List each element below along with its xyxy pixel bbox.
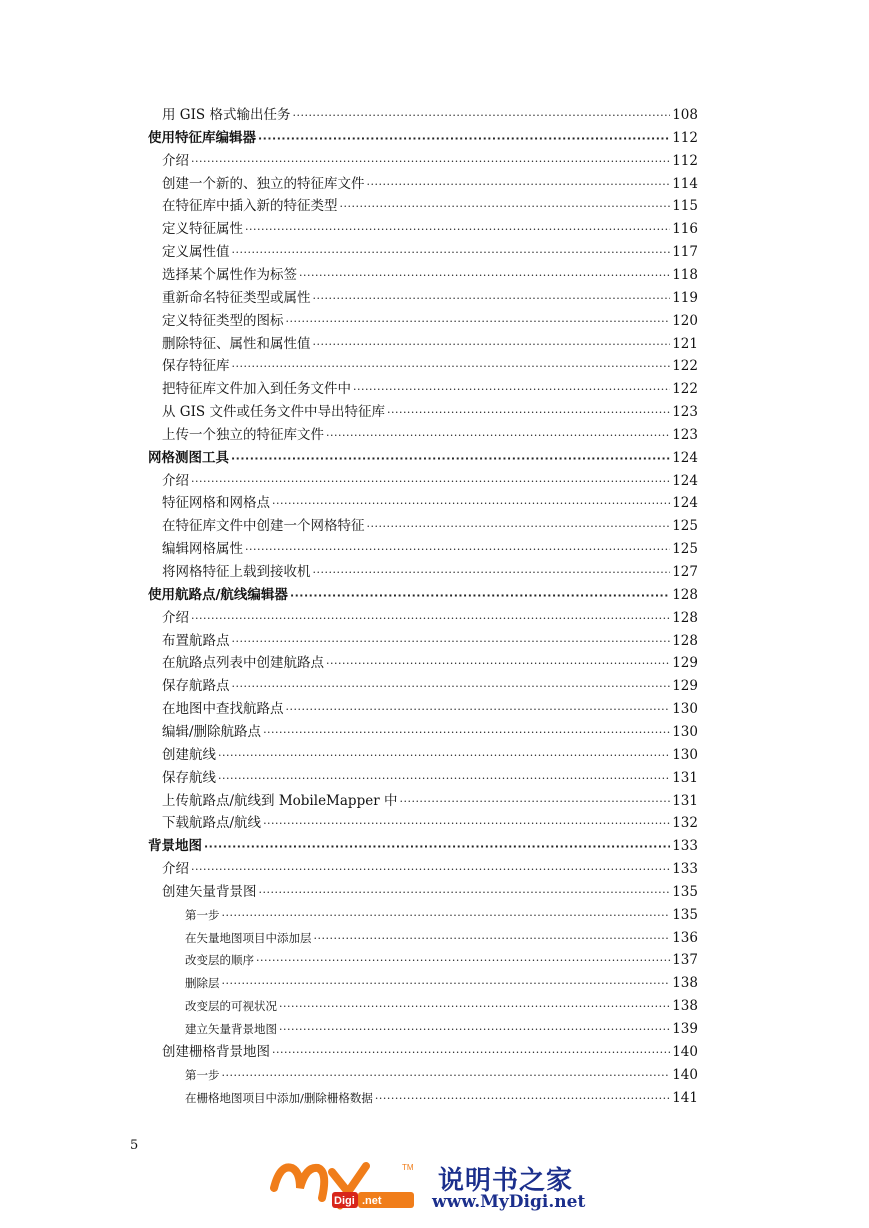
toc-dot-leader xyxy=(204,836,670,858)
toc-entry[interactable] xyxy=(162,173,698,195)
toc-dot-leader xyxy=(290,585,670,607)
toc-dot-leader xyxy=(313,334,671,356)
toc-entry-title: 编辑/删除航路点 xyxy=(162,723,262,740)
toc-entry[interactable] xyxy=(162,721,698,743)
toc-entry[interactable] xyxy=(185,1018,698,1040)
toc-dot-leader xyxy=(191,608,670,630)
toc-dot-leader xyxy=(263,813,670,835)
toc-entry-page: 141 xyxy=(672,1089,698,1106)
toc-entry-page: 138 xyxy=(672,975,698,992)
toc-entry-page: 108 xyxy=(672,107,698,123)
toc-entry-title: 网格测图工具 xyxy=(148,449,229,466)
toc-dot-leader xyxy=(218,745,670,767)
toc-entry-title: 创建矢量背景图 xyxy=(162,883,257,900)
toc-entry[interactable] xyxy=(185,1064,698,1086)
toc-entry-title: 介绍 xyxy=(162,472,189,489)
toc-entry-title: 使用特征库编辑器 xyxy=(148,129,256,146)
toc-entry-page: 112 xyxy=(672,129,698,146)
toc-dot-leader xyxy=(232,356,671,378)
toc-entry-page: 130 xyxy=(672,723,698,740)
toc-entry-page: 129 xyxy=(672,655,698,672)
toc-entry-page: 132 xyxy=(672,815,698,832)
toc-entry-page: 135 xyxy=(672,883,698,900)
logo-chinese-text: 说明书之家 xyxy=(438,1166,574,1196)
toc-entry-page: 128 xyxy=(672,632,698,649)
toc-entry-title: 定义属性值 xyxy=(162,244,230,261)
toc-entry-title: 从 GIS 文件或任务文件中导出特征库 xyxy=(162,404,385,421)
toc-entry[interactable] xyxy=(162,812,698,834)
toc-dot-leader xyxy=(218,768,670,790)
toc-dot-leader xyxy=(245,539,670,561)
toc-entry[interactable] xyxy=(162,378,698,400)
toc-entry[interactable] xyxy=(148,127,698,149)
toc-entry-title: 保存航路点 xyxy=(162,678,230,695)
toc-entry-title: 定义特征属性 xyxy=(162,221,243,238)
toc-entry[interactable] xyxy=(162,470,698,492)
toc-entry[interactable] xyxy=(162,424,698,446)
toc-entry[interactable] xyxy=(148,584,698,606)
toc-entry-page: 131 xyxy=(672,792,698,809)
toc-entry-page: 115 xyxy=(672,198,698,215)
toc-dot-leader xyxy=(326,653,670,675)
svg-text:.net: .net xyxy=(362,1195,382,1207)
toc-entry[interactable] xyxy=(162,790,698,812)
toc-entry-page: 140 xyxy=(672,1066,698,1083)
toc-entry[interactable] xyxy=(162,767,698,789)
toc-dot-leader xyxy=(375,1088,670,1110)
toc-entry-page: 121 xyxy=(672,335,698,352)
toc-dot-leader xyxy=(367,516,671,538)
mydigi-logo[interactable] xyxy=(270,1158,600,1214)
toc-entry-page: 130 xyxy=(672,746,698,763)
toc-entry[interactable] xyxy=(162,150,698,172)
toc-entry[interactable] xyxy=(162,744,698,766)
toc-entry-page: 136 xyxy=(672,929,698,946)
toc-dot-leader xyxy=(272,493,670,515)
toc-entry[interactable] xyxy=(162,881,698,903)
tm-mark: TM xyxy=(402,1163,414,1172)
toc-entry[interactable] xyxy=(162,698,698,720)
toc-entry-title: 选择某个属性作为标签 xyxy=(162,266,297,283)
toc-entry[interactable] xyxy=(185,927,698,949)
toc-dot-leader xyxy=(258,128,670,150)
toc-entry-title: 保存航线 xyxy=(162,769,216,786)
toc-dot-leader xyxy=(231,448,670,470)
toc-entry-title: 保存特征库 xyxy=(162,358,230,375)
toc-entry-page: 140 xyxy=(672,1043,698,1060)
toc-dot-leader xyxy=(313,288,671,310)
toc-entry[interactable] xyxy=(162,401,698,423)
toc-dot-leader xyxy=(313,562,671,584)
toc-entry-page: 116 xyxy=(672,221,698,238)
toc-entry-title: 将网格特征上载到接收机 xyxy=(162,564,311,580)
toc-entry-title: 第一步 xyxy=(185,1067,220,1082)
toc-entry-title: 在矢量地图项目中添加层 xyxy=(185,930,312,945)
toc-entry-page: 128 xyxy=(672,609,698,626)
toc-entry[interactable] xyxy=(162,515,698,537)
toc-entry-page: 123 xyxy=(672,426,698,443)
toc-entry-page: 131 xyxy=(672,769,698,786)
toc-entry[interactable] xyxy=(162,310,698,332)
toc-entry-title: 背景地图 xyxy=(148,838,202,855)
toc-dot-leader xyxy=(245,219,670,241)
toc-entry-title: 把特征库文件加入到任务文件中 xyxy=(162,381,351,398)
logo-url-text[interactable]: www.MyDigi.net xyxy=(432,1192,586,1212)
toc-entry-page: 120 xyxy=(672,312,698,329)
toc-entry-title: 上传航路点/航线到 MobileMapper 中 xyxy=(162,792,398,809)
toc-entry[interactable] xyxy=(162,218,698,240)
toc-entry-title: 改变层的可视状况 xyxy=(185,999,277,1014)
toc-dot-leader xyxy=(326,425,670,447)
toc-entry[interactable] xyxy=(185,904,698,926)
toc-entry-page: 118 xyxy=(672,266,698,283)
toc-dot-leader xyxy=(279,996,670,1018)
toc-entry-page: 119 xyxy=(672,289,698,306)
toc-dot-leader xyxy=(222,973,671,995)
page-number: 5 xyxy=(130,1138,139,1153)
toc-dot-leader xyxy=(272,1042,670,1064)
toc-entry[interactable] xyxy=(162,561,698,583)
toc-entry-title: 介绍 xyxy=(162,152,189,169)
toc-dot-leader xyxy=(222,905,671,927)
toc-entry[interactable] xyxy=(148,835,698,857)
toc-dot-leader xyxy=(232,676,671,698)
toc-entry-page: 114 xyxy=(672,175,698,192)
toc-dot-leader xyxy=(340,196,671,218)
toc-entry-page: 112 xyxy=(672,152,698,169)
toc-dot-leader xyxy=(367,174,671,196)
toc-entry[interactable] xyxy=(162,652,698,674)
toc-entry[interactable] xyxy=(185,995,698,1017)
toc-entry-page: 135 xyxy=(672,906,698,923)
toc-entry-title: 创建一个新的、独立的特征库文件 xyxy=(162,175,365,192)
toc-dot-leader xyxy=(292,105,670,127)
toc-dot-leader xyxy=(399,791,670,813)
toc-entry-title: 在特征库中插入新的特征类型 xyxy=(162,198,338,215)
toc-entry[interactable] xyxy=(162,195,698,217)
toc-entry-page: 123 xyxy=(672,404,698,421)
toc-entry-title: 编辑网格属性 xyxy=(162,541,243,558)
toc-dot-leader xyxy=(286,699,671,721)
toc-entry-title: 重新命名特征类型或属性 xyxy=(162,289,311,306)
toc-dot-leader xyxy=(232,631,671,653)
toc-entry-title: 介绍 xyxy=(162,609,189,626)
toc-entry[interactable] xyxy=(162,287,698,309)
toc-entry-title: 在栅格地图项目中添加/删除栅格数据 xyxy=(185,1090,373,1105)
toc-entry-title: 创建航线 xyxy=(162,746,216,763)
toc-entry-title: 删除层 xyxy=(185,976,220,991)
toc-entry-page: 117 xyxy=(672,244,698,261)
toc-entry[interactable] xyxy=(162,675,698,697)
toc-entry-title: 删除特征、属性和属性值 xyxy=(162,335,311,352)
toc-entry-title: 特征网格和网格点 xyxy=(162,495,270,512)
toc-dot-leader xyxy=(314,928,671,950)
toc-entry-page: 124 xyxy=(672,449,698,466)
toc-entry[interactable] xyxy=(162,630,698,652)
toc-entry-page: 133 xyxy=(672,861,698,878)
toc-entry-title: 用 GIS 格式输出任务 xyxy=(162,107,291,123)
toc-entry-title: 介绍 xyxy=(162,861,189,878)
toc-entry-title: 在地图中查找航路点 xyxy=(162,701,284,718)
toc-dot-leader xyxy=(256,950,670,972)
toc-entry-title: 在航路点列表中创建航路点 xyxy=(162,655,324,672)
toc-entry[interactable] xyxy=(162,607,698,629)
toc-entry[interactable] xyxy=(185,972,698,994)
toc-entry-title: 上传一个独立的特征库文件 xyxy=(162,426,324,443)
toc-dot-leader xyxy=(191,151,670,173)
toc-dot-leader xyxy=(232,242,671,264)
toc-dot-leader xyxy=(259,882,671,904)
toc-entry-page: 122 xyxy=(672,358,698,375)
toc-dot-leader xyxy=(263,722,670,744)
toc-entry-title: 改变层的顺序 xyxy=(185,953,254,968)
toc-entry[interactable] xyxy=(162,355,698,377)
toc-entry-page: 139 xyxy=(672,1021,698,1037)
toc-entry[interactable] xyxy=(162,1041,698,1063)
toc-entry-page: 125 xyxy=(672,518,698,535)
toc-dot-leader xyxy=(191,859,670,881)
toc-entry-title: 建立矢量背景地图 xyxy=(185,1022,277,1036)
toc-dot-leader xyxy=(286,311,671,333)
toc-entry[interactable] xyxy=(185,949,698,971)
toc-entry[interactable] xyxy=(185,1087,698,1109)
toc-entry-page: 133 xyxy=(672,838,698,855)
toc-entry[interactable] xyxy=(162,333,698,355)
svg-text:Digi: Digi xyxy=(334,1195,355,1207)
toc-entry-page: 122 xyxy=(672,381,698,398)
toc-entry[interactable] xyxy=(148,447,698,469)
toc-dot-leader xyxy=(387,402,670,424)
toc-entry-page: 130 xyxy=(672,701,698,718)
toc-entry-page: 125 xyxy=(672,541,698,558)
toc-entry-page: 128 xyxy=(672,586,698,603)
toc-entry-title: 定义特征类型的图标 xyxy=(162,312,284,329)
toc-entry-page: 124 xyxy=(672,472,698,489)
toc-entry-page: 124 xyxy=(672,495,698,512)
toc-entry[interactable] xyxy=(162,264,698,286)
toc-dot-leader xyxy=(222,1065,671,1087)
toc-dot-leader xyxy=(353,379,670,401)
toc-entry[interactable] xyxy=(162,538,698,560)
toc-entry-page: 129 xyxy=(672,678,698,695)
toc-entry-title: 第一步 xyxy=(185,907,220,922)
toc-entry[interactable] xyxy=(162,241,698,263)
toc-entry-page: 137 xyxy=(672,952,698,969)
toc-entry[interactable] xyxy=(162,104,698,126)
toc-dot-leader xyxy=(191,471,670,493)
toc-entry-title: 使用航路点/航线编辑器 xyxy=(148,586,288,603)
my-logo-icon xyxy=(270,1158,420,1214)
toc-entry[interactable] xyxy=(162,492,698,514)
toc-entry-page: 127 xyxy=(672,564,698,580)
toc-dot-leader xyxy=(299,265,670,287)
toc-entry-page: 138 xyxy=(672,998,698,1015)
toc-entry-title: 创建栅格背景地图 xyxy=(162,1043,270,1060)
toc-entry[interactable] xyxy=(162,858,698,880)
toc-entry-title: 布置航路点 xyxy=(162,632,230,649)
toc-dot-leader xyxy=(279,1019,670,1041)
toc-entry-title: 在特征库文件中创建一个网格特征 xyxy=(162,518,365,535)
toc-entry-title: 下载航路点/航线 xyxy=(162,815,262,832)
